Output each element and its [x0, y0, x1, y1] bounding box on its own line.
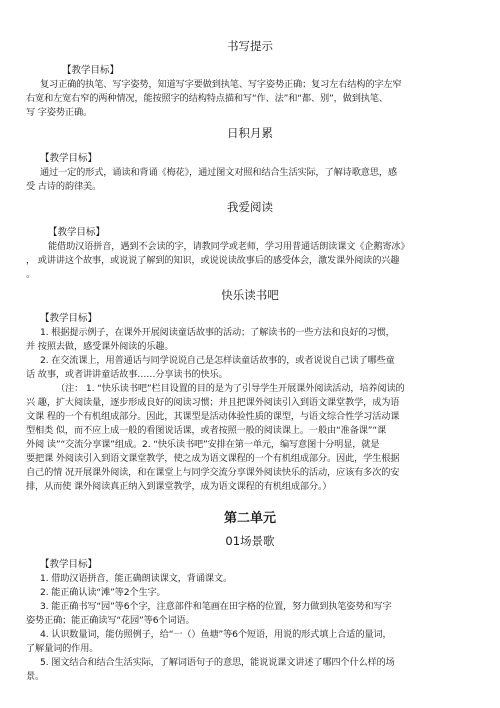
text-line: 写 字姿势正确。 [26, 107, 93, 118]
text-line: 受 古诗的韵律美。 [26, 181, 102, 192]
text-line: （注： 1. “快乐读书吧”栏目设置的目的是为了引导学生开展课外阅读活动，培养阅读的 [56, 383, 405, 394]
text-line: 排，从而使 课外阅读真正纳入到课堂教学，成为语文课程的有机组成部分。） [26, 481, 332, 492]
text-line: 通过一定的形式，诵读和背诵《梅花》，通过图文对照和结合生活实际，了解诗歌意思，感 [40, 167, 397, 178]
objectives-label: 【教学目标】 [62, 65, 120, 76]
text-line: 能借助汉语拼音，遇到不会读的字，请教同学或老师，学习用普通话朗读课文《企鹅寄冰》 [48, 241, 410, 252]
objectives-label: 【教学目标】 [40, 313, 98, 324]
text-line: 右宽和左宽右窄的两种情况，能按照字的结构特点描和写“作、法”和“都、别”，做到执笔、 [26, 93, 388, 104]
text-line: 5. 图文结合和结合生活实际，了解词语句子的意思，能说说课文讲述了哪四个什么样的场 [40, 657, 395, 668]
objectives-label: 【教学目标】 [40, 559, 98, 570]
text-line: 型相类 似，而不应上成一般的看图说话课，或者按照一般的阅读课上。一般由“准备课”“课 [26, 425, 387, 436]
text-line: 姿势正确；能正确读写“花园”等6个词语。 [26, 615, 195, 626]
text-line: 文课 程的一个有机组成部分。因此，其课型是活动体验性质的课型，与语文综合性学习活动课 [26, 411, 400, 422]
text-line: ， 或讲讲这个故事，或说说了解到的知识，或说说读故事后的感受体会，激发课外阅读的兴趣 [26, 255, 400, 266]
text-line: 3. 能正确书写“园”等6个字，注意部件和笔画在田字格的位置，努力做到执笔姿势和写字 [40, 601, 392, 612]
text-line: 。 [26, 269, 36, 280]
text-line: 1. 借助汉语拼音，能正确朗读课文，背诵课文。 [40, 573, 232, 584]
unit-title: 第二单元 [223, 511, 276, 526]
text-line: 复习正确的执笔、写字姿势，知道写字要做到执笔、写字姿势正确；复习左右结构的字左窄 [40, 79, 402, 90]
section-title: 日积月累 [227, 126, 273, 140]
text-line: 要把课 外阅读引入到语文课堂教学，使之成为语文课程的一个有机组成部分。因此，学生根据 [26, 453, 400, 464]
text-line: 2. 在交流课上，用普通话与同学说说自己是怎样读童话故事的，或者说说自己读了哪些童 [40, 355, 395, 366]
text-line: 自己的情 况开展课外阅读，和在课堂上与同学交流分享课外阅读快乐的活动，应该有多次的安 [26, 467, 400, 478]
text-line: 了解量词的作用。 [26, 643, 99, 654]
text-line: 并 按照去做，感受课外阅读的乐趣。 [26, 341, 174, 352]
lesson-title: 01场景歌 [225, 534, 275, 548]
section-title: 我爱阅读 [227, 200, 273, 214]
text-line: 1. 根据提示例子，在课外开展阅读童话故事的活动；了解读书的一些方法和良好的习惯， [40, 327, 395, 338]
section-title: 书写提示 [227, 39, 273, 53]
objectives-label: 【教学目标】 [48, 227, 106, 238]
text-line: 景。 [26, 671, 45, 682]
text-line: 外阅 读”“交流分享课”组成。2. “快乐读书吧”安排在第一单元，编写意图十分明显，就是 [26, 439, 380, 450]
text-line: 4. 认识数量词，能仿照例子，给“一（）鱼塘”等6个短语，用说的形式填上合适的量词， [40, 629, 392, 640]
text-line: 2. 能正确认读“滩”等2个生字。 [40, 587, 166, 598]
section-title: 快乐读书吧 [221, 288, 279, 302]
text-line: 兴 趣，扩大阅读量，逐步形成良好的阅读习惯；并且把课外阅读引入到语文课堂教学，成为语 [26, 397, 400, 408]
text-line: 话 故事，或者讲讲童话故事……分享读书的快乐。 [26, 369, 228, 380]
objectives-label: 【教学目标】 [40, 153, 98, 164]
